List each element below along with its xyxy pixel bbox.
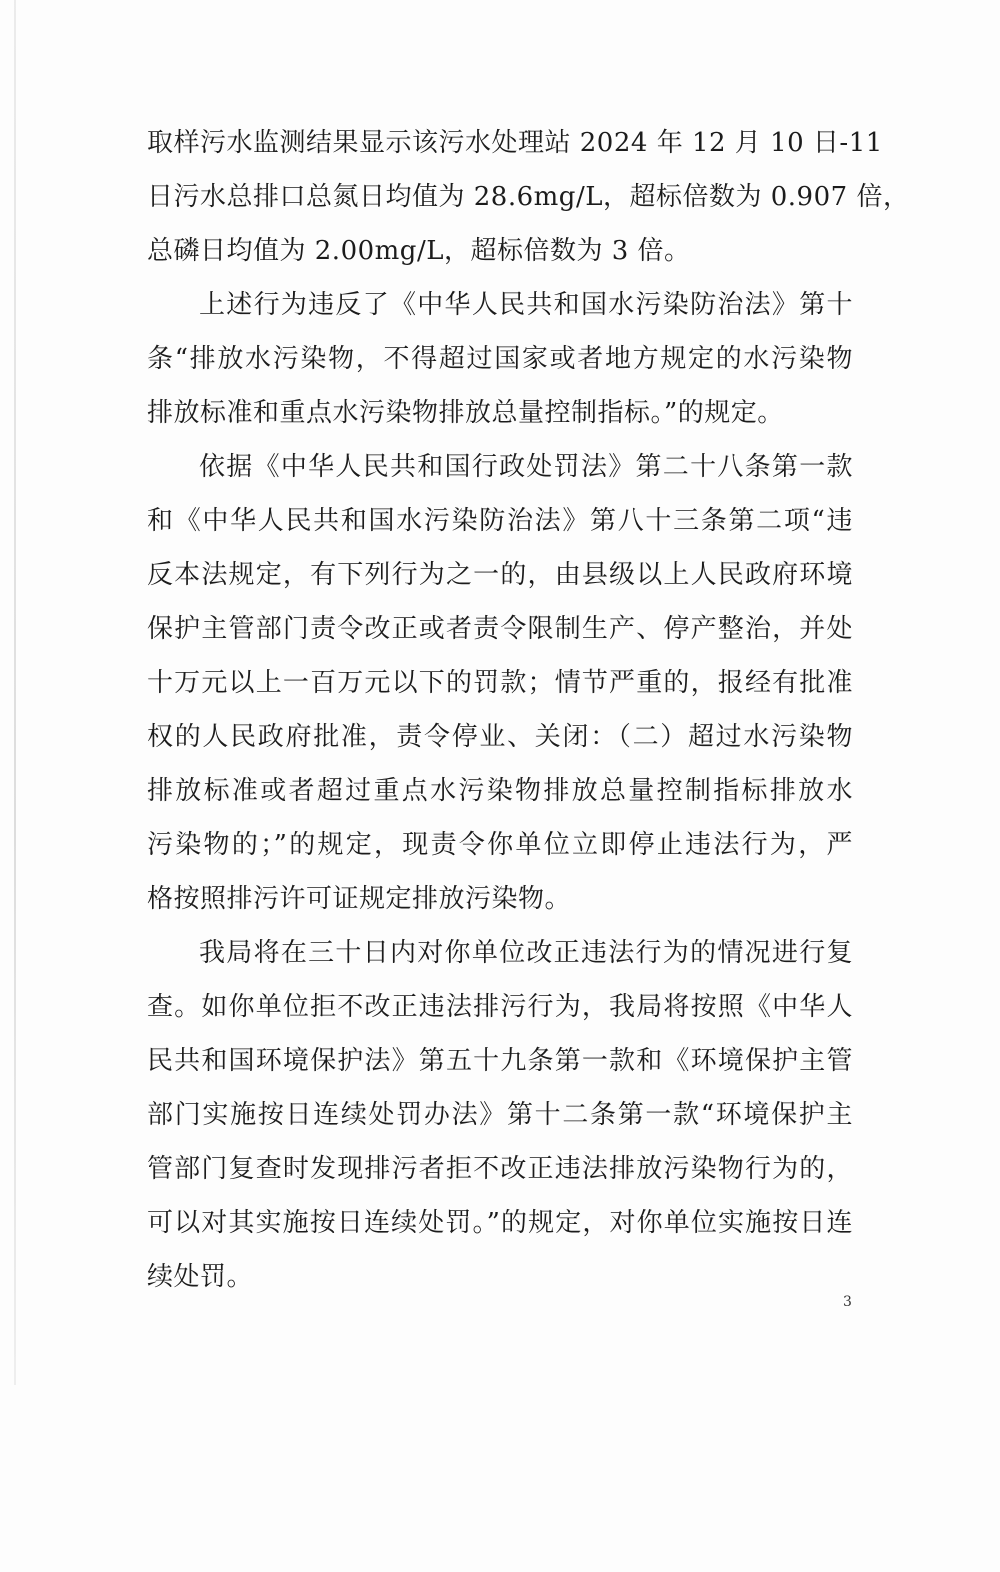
text-line: 可以对其实施按日连续处罚。”的规定，对你单位实施按日连 xyxy=(147,1208,853,1238)
document-body xyxy=(147,120,910,1308)
text-line: 和《中华人民共和国水污染防治法》第八十三条第二项“违 xyxy=(147,506,853,536)
text-line: 取样污水监测结果显示该污水处理站 2024 年 12 月 10 日-11 xyxy=(147,128,883,158)
text-line: 条“排放水污染物，不得超过国家或者地方规定的水污染物 xyxy=(147,344,853,374)
text-line: 十万元以上一百万元以下的罚款；情节严重的，报经有批准 xyxy=(147,668,853,698)
text-line: 总磷日均值为 2.00mg/L，超标倍数为 3 倍。 xyxy=(147,236,691,266)
text-line: 反本法规定，有下列行为之一的，由县级以上人民政府环境 xyxy=(147,560,853,590)
text-line: 民共和国环境保护法》第五十九条第一款和《环境保护主管 xyxy=(147,1046,853,1076)
text-line: 排放标准或者超过重点水污染物排放总量控制指标排放水 xyxy=(147,776,853,806)
text-line: 保护主管部门责令改正或者责令限制生产、停产整治，并处 xyxy=(147,614,853,644)
text-line: 格按照排污许可证规定排放污染物。 xyxy=(147,884,572,914)
scan-edge-shadow xyxy=(14,0,16,1385)
text-line: 我局将在三十日内对你单位改正违法行为的情况进行复 xyxy=(199,938,853,968)
text-line: 日污水总排口总氮日均值为 28.6mg/L，超标倍数为 0.907 倍， xyxy=(147,182,910,212)
text-line: 部门实施按日连续处罚办法》第十二条第一款“环境保护主 xyxy=(147,1100,853,1130)
page-number: 3 xyxy=(843,1294,852,1310)
text-line: 污染物的；”的规定，现责令你单位立即停止违法行为，严 xyxy=(147,830,853,860)
text-line: 排放标准和重点水污染物排放总量控制指标。”的规定。 xyxy=(147,398,784,428)
text-line: 上述行为违反了《中华人民共和国水污染防治法》第十 xyxy=(199,290,853,320)
text-line: 续处罚。 xyxy=(147,1262,254,1292)
text-line: 管部门复查时发现排污者拒不改正违法排放污染物行为的， xyxy=(147,1154,853,1184)
text-line: 依据《中华人民共和国行政处罚法》第二十八条第一款 xyxy=(199,452,853,482)
text-line: 查。如你单位拒不改正违法排污行为，我局将按照《中华人 xyxy=(147,992,853,1022)
text-line: 权的人民政府批准，责令停业、关闭：（二）超过水污染物 xyxy=(147,722,853,752)
